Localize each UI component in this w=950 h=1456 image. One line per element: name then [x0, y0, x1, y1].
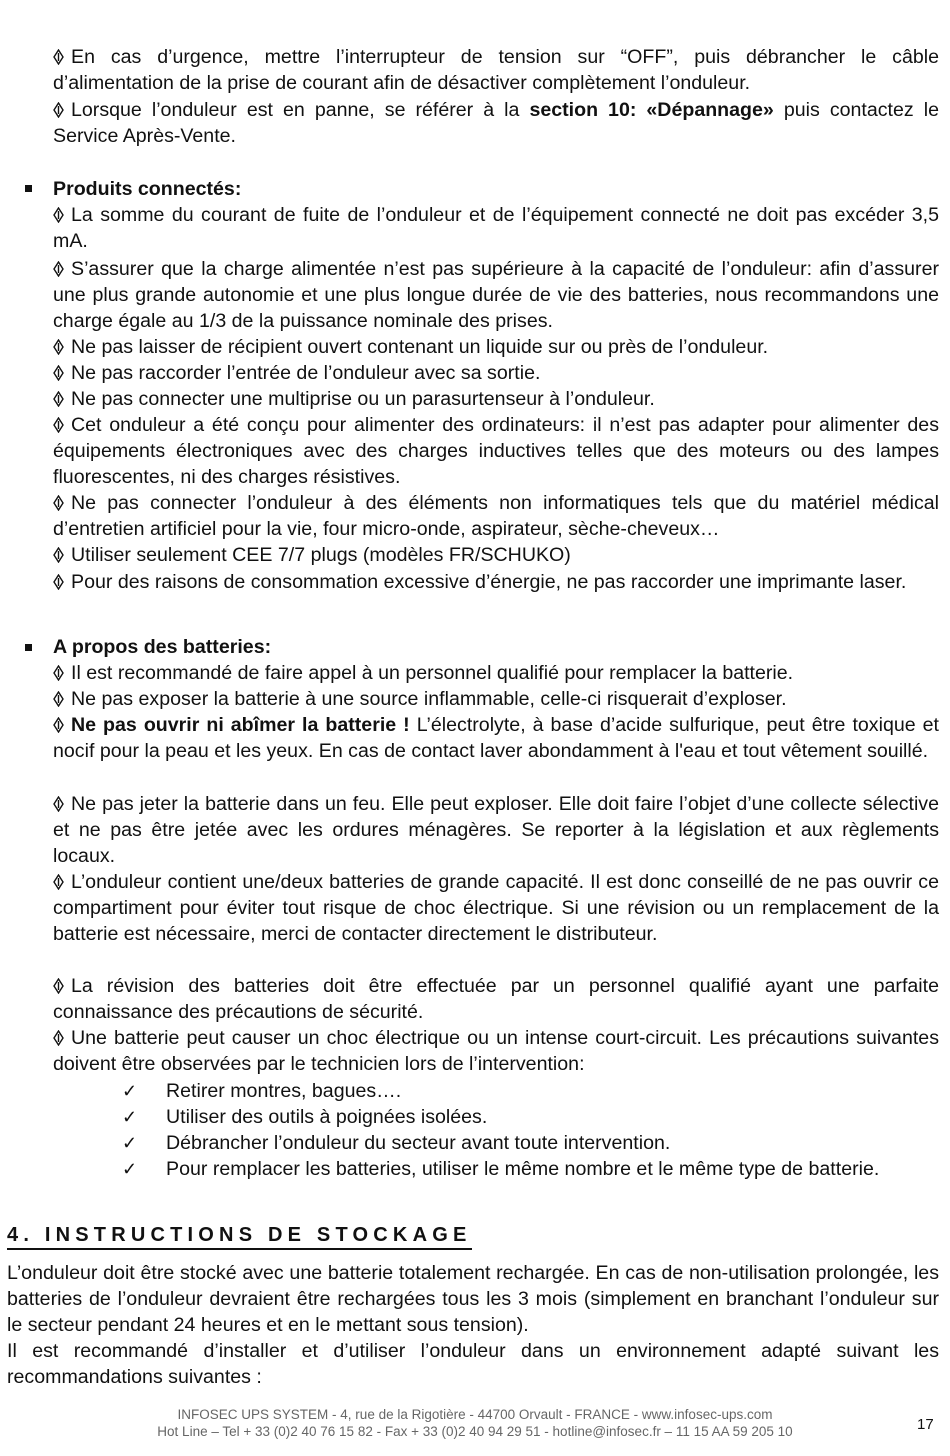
heading-produits: Produits connectés:	[53, 178, 242, 200]
footer-contact: Hot Line – Tel + 33 (0)2 40 76 15 82 - Fax + 33 (0)2 40 94 29 51 - hotline@infosec.fr – 11 15 AA 59 205 10	[157, 1424, 793, 1439]
checkmark-icon: ✓	[122, 1107, 138, 1127]
diamond-arrow-icon	[53, 417, 64, 433]
text: La somme du courant de fuite de l’onduleur et de l’équipement connecté ne doit pas excéder 3,5 mA.	[53, 204, 939, 252]
text: En cas d’urgence, mettre l’interrupteur de tension sur “OFF”, puis débrancher le câble d’alimentation de la prise de courant afin de désactiver complètement l’onduleur.	[53, 46, 939, 94]
text: Ne pas connecter une multiprise ou un parasurtenseur à l’onduleur.	[71, 388, 655, 410]
diamond-arrow-icon	[53, 261, 64, 277]
diamond-arrow-icon	[53, 691, 64, 707]
list-item	[53, 257, 939, 334]
diamond-arrow-icon	[53, 978, 64, 994]
text: S’assurer que la charge alimentée n’est pas supérieure à la capacité de l’onduleur: afin d’assurer une plus grande autonomie et une plus longue durée de vie des batteries, nous recommandons une charge égale au 1/3 de la puissance nominale des prises.	[53, 258, 939, 332]
list-item	[53, 687, 939, 713]
diamond-arrow-icon	[53, 547, 64, 563]
list-item	[53, 387, 939, 413]
diamond-arrow-icon	[53, 365, 64, 381]
square-bullet-icon	[25, 185, 32, 192]
list-item	[53, 361, 939, 387]
checkmark-icon: ✓	[122, 1133, 138, 1153]
list-item	[53, 335, 939, 361]
diamond-arrow-icon	[53, 391, 64, 407]
list-item	[53, 792, 939, 869]
text: L’onduleur contient une/deux batteries de grande capacité. Il est donc conseillé de ne pas ouvrir ce compartiment pour éviter tout risque de choc électrique. Si une révision ou un remplacement de la batterie est nécessaire, merci de contacter directement le distributeur.	[53, 871, 939, 945]
text: Ne pas raccorder l’entrée de l’onduleur avec sa sortie.	[71, 362, 541, 384]
text: Pour des raisons de consommation excessive d’énergie, ne pas raccorder une imprimante laser.	[71, 571, 907, 593]
paragraph-stockage: L’onduleur doit être stocké avec une batterie totalement rechargée. En cas de non-utilisation prolongée, les batteries de l’onduleur devraient être rechargées tous les 3 mois (simplement en branchant l’onduleur sur le secteur pendant 24 heures et en le mettant sous tension).	[7, 1262, 939, 1336]
list-item	[53, 661, 939, 687]
check-item: Pour remplacer les batteries, utiliser le même nombre et le même type de batterie.	[166, 1158, 880, 1180]
diamond-arrow-icon	[53, 102, 64, 118]
list-item	[53, 491, 939, 543]
text: La révision des batteries doit être effectuée par un personnel qualifié ayant une parfaite connaissance des précautions de sécurité.	[53, 975, 939, 1023]
warning-bold: Ne pas ouvrir ni abîmer la batterie !	[71, 714, 410, 736]
check-item: Utiliser des outils à poignées isolées.	[166, 1106, 488, 1128]
footer-address: INFOSEC UPS SYSTEM - 4, rue de la Rigotière - 44700 Orvault - FRANCE - www.infosec-ups.com	[177, 1407, 773, 1422]
list-item	[53, 870, 939, 947]
list-item	[53, 974, 939, 1026]
text: puis contactez le Service Après-Vente.	[53, 99, 939, 147]
page-number: 17	[917, 1416, 934, 1433]
text: Ne pas exposer la batterie à une source inflammable, celle-ci risquerait d’exploser.	[71, 688, 787, 710]
diamond-arrow-icon	[53, 1030, 64, 1046]
list-item	[53, 203, 939, 255]
diamond-arrow-icon	[53, 717, 64, 733]
paragraph-urgence	[53, 45, 939, 97]
list-item	[53, 543, 939, 569]
check-item: Débrancher l’onduleur du secteur avant toute intervention.	[166, 1132, 671, 1154]
text: Cet onduleur a été conçu pour alimenter des ordinateurs: il n’est pas adapter pour alimenter des équipements électroniques avec des charges inductives telles que des moteurs ou des lampes fluorescentes, ni des charges résistives.	[53, 414, 939, 488]
diamond-arrow-icon	[53, 339, 64, 355]
section-reference: section 10: «Dépannage»	[529, 99, 774, 121]
square-bullet-icon	[25, 644, 32, 651]
paragraph-environnement: Il est recommandé d’installer et d’utiliser l’onduleur dans un environnement adapté suivant les recommandations suivantes :	[7, 1340, 939, 1388]
list-item	[53, 413, 939, 490]
diamond-arrow-icon	[53, 207, 64, 223]
checkmark-icon: ✓	[122, 1081, 138, 1101]
heading-batteries: A propos des batteries:	[53, 636, 272, 658]
diamond-arrow-icon	[53, 874, 64, 890]
text: Ne pas connecter l’onduleur à des éléments non informatiques tels que du matériel médical d’entretien artificiel pour la vie, four micro-onde, aspirateur, sèche-cheveux…	[53, 492, 939, 540]
text: Utiliser seulement CEE 7/7 plugs (modèles FR/SCHUKO)	[71, 544, 571, 566]
checkmark-icon: ✓	[122, 1159, 138, 1179]
paragraph-panne	[53, 98, 939, 150]
text: Ne pas laisser de récipient ouvert contenant un liquide sur ou près de l’onduleur.	[71, 336, 769, 358]
list-item	[53, 570, 939, 596]
diamond-arrow-icon	[53, 665, 64, 681]
text: Une batterie peut causer un choc électrique ou un intense court-circuit. Les précautions suivantes doivent être observées par le technicien lors de l’intervention:	[53, 1027, 939, 1075]
text: Il est recommandé de faire appel à un personnel qualifié pour remplacer la batterie.	[71, 662, 794, 684]
diamond-arrow-icon	[53, 796, 64, 812]
diamond-arrow-icon	[53, 495, 64, 511]
text: Ne pas jeter la batterie dans un feu. Elle peut exploser. Elle doit faire l’objet d’une collecte sélective et ne pas être jetée avec les ordures ménagères. Se reporter à la législation et aux règlements locaux.	[53, 793, 939, 867]
text: L’électrolyte, à base d’acide sulfurique, peut être toxique et nocif pour la peau et les yeux. En cas de contact laver abondamment à l'eau et tout vêtement souillé.	[53, 714, 939, 762]
text: Lorsque l’onduleur est en panne, se référer à la	[71, 99, 520, 121]
diamond-arrow-icon	[53, 574, 64, 590]
check-item: Retirer montres, bagues….	[166, 1080, 402, 1102]
section-title: 4. INSTRUCTIONS DE STOCKAGE	[7, 1222, 472, 1250]
list-item	[53, 1026, 939, 1078]
list-item	[53, 713, 939, 765]
diamond-arrow-icon	[53, 49, 64, 65]
